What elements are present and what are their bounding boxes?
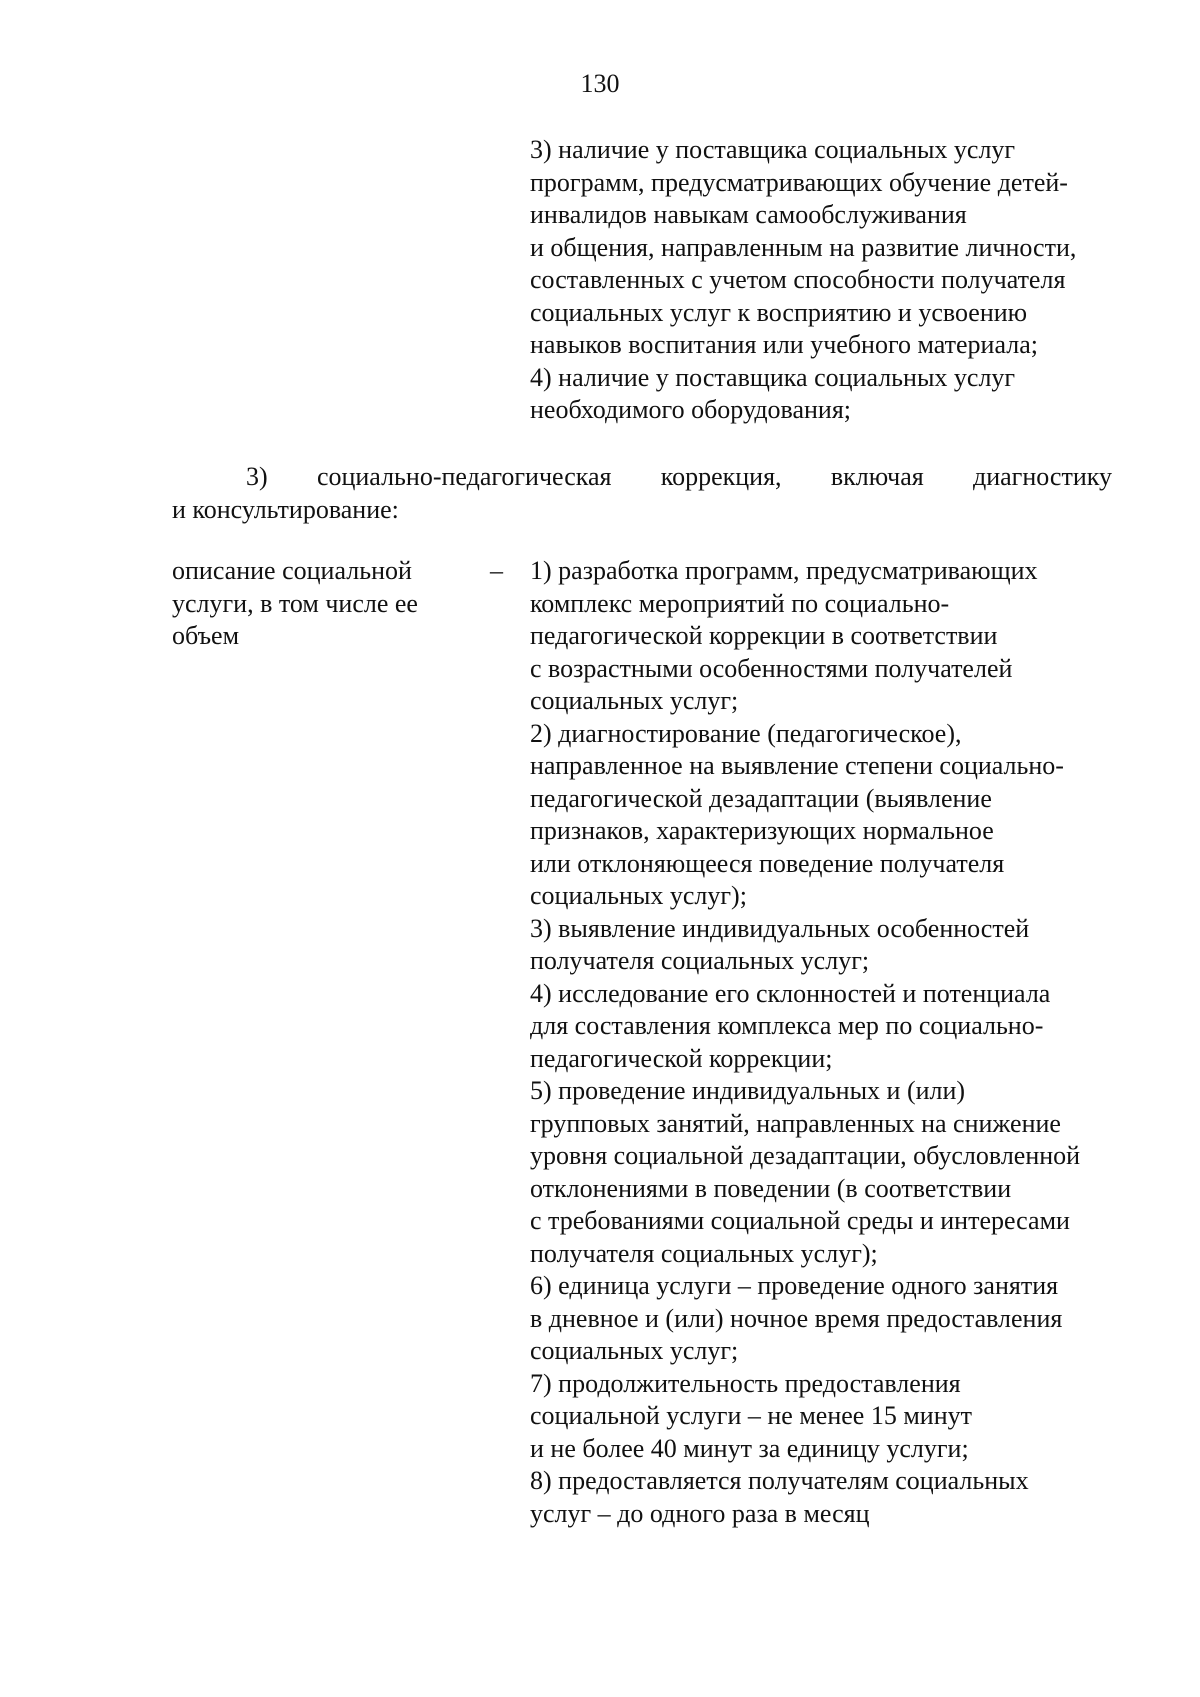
text-line: комплекс мероприятий по социально-	[530, 588, 950, 618]
text-line: уровня социальной дезадаптации, обусловленной	[530, 1141, 1081, 1170]
text-line: социальных услуг к восприятию и усвоению	[530, 297, 1028, 327]
section-heading-line-2: и консультирование:	[172, 494, 399, 524]
section-heading-line-1: 3) социально-педагогическая коррекция, включая диагностику	[246, 462, 1112, 491]
text-line: 6) единица услуги – проведение одного занятия	[530, 1271, 1059, 1300]
text-line: получателя социальных услуг;	[530, 946, 870, 975]
page-number: 130	[580, 69, 620, 98]
text-line: программ, предусматривающих обучение детей-	[530, 167, 1068, 197]
section-heading	[172, 461, 1112, 526]
service-description-text	[530, 555, 1080, 1530]
text-line: 4) исследование его склонностей и потенциала	[530, 978, 1051, 1008]
text-line: педагогической коррекции;	[530, 1043, 833, 1073]
text-line: 2) диагностирование (педагогическое),	[530, 718, 962, 748]
text-line: направленное на выявление степени социально-	[530, 751, 1064, 780]
text-line: педагогической дезадаптации (выявление	[530, 783, 992, 813]
text-line: 3) выявление индивидуальных особенностей	[530, 913, 1030, 943]
text-line: услуги, в том числе ее	[172, 588, 418, 618]
service-description-label	[172, 555, 418, 653]
text-line: педагогической коррекции в соответствии	[530, 621, 998, 650]
text-line: социальных услуг;	[530, 1336, 739, 1365]
label-dash: –	[490, 556, 503, 585]
text-line: описание социальной	[172, 556, 412, 585]
text-line: 5) проведение индивидуальных и (или)	[530, 1076, 966, 1105]
text-line: признаков, характеризующих нормальное	[530, 816, 994, 845]
text-line: услуг – до одного раза в месяц	[530, 1498, 870, 1528]
text-line: 7) продолжительность предоставления	[530, 1368, 961, 1398]
text-line: групповых занятий, направленных на снижение	[530, 1108, 1061, 1138]
text-line: с требованиями социальной среды и интересами	[530, 1206, 1070, 1235]
text-line: и общения, направленным на развитие личности,	[530, 232, 1077, 262]
text-line: или отклоняющееся поведение получателя	[530, 848, 1005, 878]
text-line: навыков воспитания или учебного материала;	[530, 330, 1038, 359]
text-line: социальной услуги – не менее 15 минут	[530, 1401, 972, 1430]
text-line: в дневное и (или) ночное время предоставления	[530, 1303, 1063, 1333]
text-line: составленных с учетом способности получателя	[530, 265, 1066, 294]
text-line: 4) наличие у поставщика социальных услуг	[530, 362, 1016, 392]
text-line: объем	[172, 621, 240, 650]
text-line: получателя социальных услуг);	[530, 1238, 878, 1268]
text-line: 1) разработка программ, предусматривающих	[530, 556, 1038, 585]
text-line: инвалидов навыкам самообслуживания	[530, 200, 967, 229]
text-line: 8) предоставляется получателям социальных	[530, 1466, 1029, 1495]
text-line: и не более 40 минут за единицу услуги;	[530, 1433, 969, 1463]
text-line: с возрастными особенностями получателей	[530, 653, 1013, 683]
text-line: отклонениями в поведении (в соответствии	[530, 1173, 1012, 1203]
text-line: социальных услуг);	[530, 881, 747, 910]
text-line: для составления комплекса мер по социально-	[530, 1011, 1044, 1040]
top-requirements-block	[530, 134, 1076, 427]
text-line: 3) наличие у поставщика социальных услуг	[530, 135, 1016, 164]
text-line: необходимого оборудования;	[530, 395, 852, 424]
text-line: социальных услуг;	[530, 686, 739, 715]
